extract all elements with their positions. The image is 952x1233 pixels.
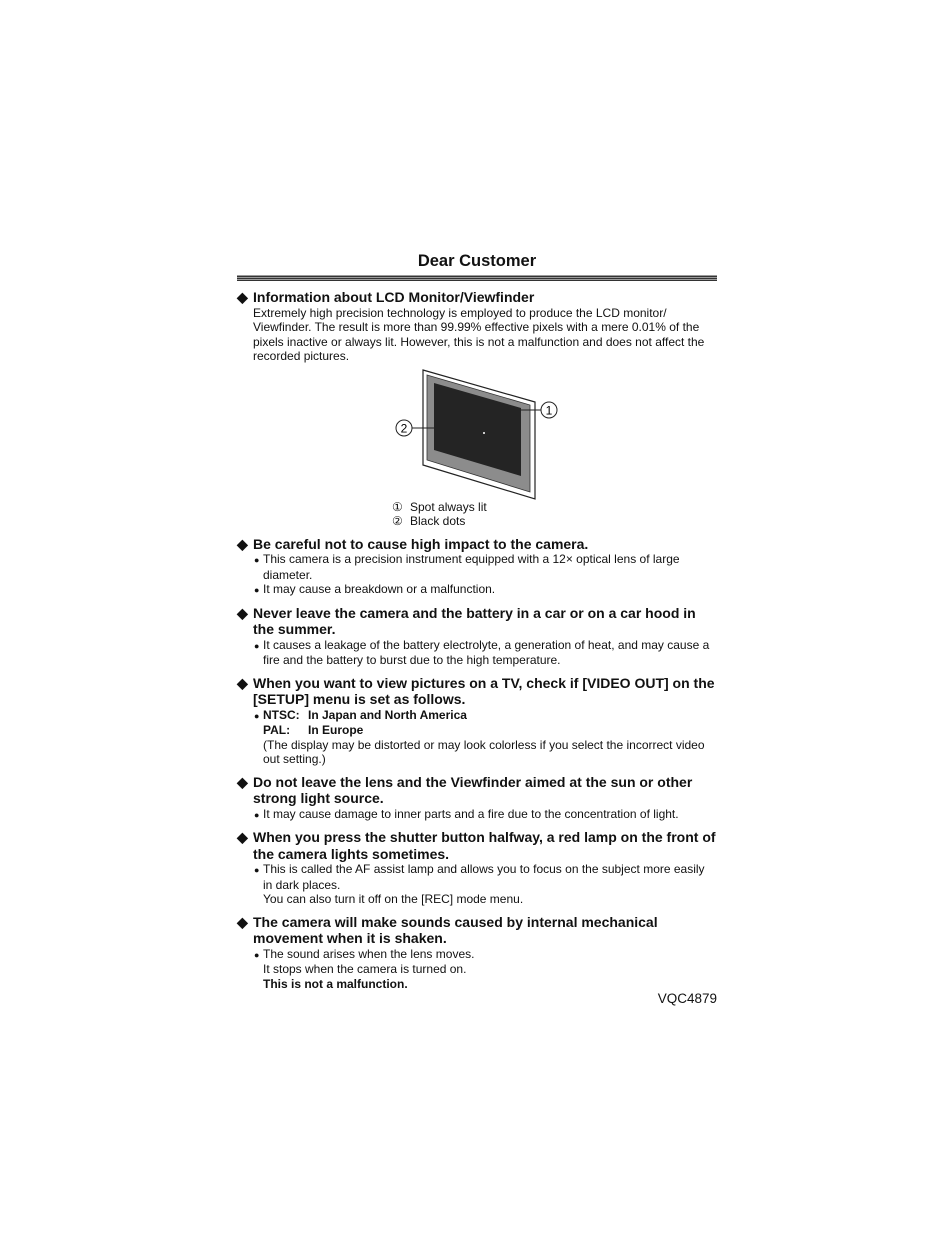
af-lamp-note: You can also turn it off on the [REC] mode menu. xyxy=(263,892,524,906)
section-heading: ◆ When you want to view pictures on a TV, check if [VIDEO OUT] on the [SETUP] menu is set as follows. xyxy=(237,674,715,707)
section-sun xyxy=(237,774,717,823)
svg-text:1: 1 xyxy=(545,403,553,417)
bullet-icon: ● xyxy=(254,585,260,595)
not-malfunction-note: This is not a malfunction. xyxy=(263,976,408,991)
diamond-icon: ◆ xyxy=(237,604,248,621)
section-heading: ◆ Never leave the camera and the battery in a car or on a car hood in the summer. xyxy=(237,604,696,637)
title-rule xyxy=(237,275,717,281)
section-sounds xyxy=(237,914,717,992)
bullet-item: ● It may cause a breakdown or a malfunction. xyxy=(254,582,496,596)
diamond-icon: ◆ xyxy=(237,829,248,845)
bullet-item: ● It causes a leakage of the battery electrolyte, a generation of heat, and may cause a fire and the battery to burst due to the high temperature. xyxy=(254,637,710,667)
bullet-item: ● This is called the AF assist lamp and allows you to focus on the subject more easily in dark places. xyxy=(254,862,705,892)
ntsc-row: ● NTSC: In Japan and North America xyxy=(254,707,467,722)
section-car-heat xyxy=(237,605,717,668)
bullet-icon: ● xyxy=(254,640,260,651)
section-video-out xyxy=(237,675,717,767)
caption-spot-always-lit: ① Spot always lit xyxy=(392,499,487,514)
bullet-item: ● It may cause damage to inner parts and a fire due to the concentration of light. xyxy=(254,806,679,821)
diamond-icon: ◆ xyxy=(237,674,248,691)
model-number: VQC4879 xyxy=(657,991,717,1006)
section-heading: ◆ Be careful not to cause high impact to the camera. xyxy=(237,535,589,552)
caption-black-dots: ② Black dots xyxy=(392,514,466,528)
svg-text:2: 2 xyxy=(400,421,408,435)
diamond-icon: ◆ xyxy=(237,535,248,552)
bullet-icon: ● xyxy=(254,710,260,721)
diamond-icon: ◆ xyxy=(237,289,248,305)
lcd-diagram xyxy=(237,368,717,500)
figure-captions xyxy=(392,500,717,529)
bullet-icon: ● xyxy=(254,865,260,875)
lcd-figure xyxy=(237,368,717,500)
video-out-note: (The display may be distorted or may look colorless if you select the incorrect video out setting.) xyxy=(263,737,705,766)
diamond-icon: ◆ xyxy=(237,913,248,930)
section-heading: ◆ Do not leave the lens and the Viewfinder aimed at the sun or other strong light source. xyxy=(237,773,693,806)
section-heading: ◆ Information about LCD Monitor/Viewfinder xyxy=(237,289,535,305)
bullet-item: ● The sound arises when the lens moves. xyxy=(254,946,475,961)
diamond-icon: ◆ xyxy=(237,773,248,790)
manual-page xyxy=(237,252,717,1006)
section-af-lamp xyxy=(237,829,717,907)
page-title: Dear Customer xyxy=(417,252,537,270)
section-impact xyxy=(237,536,717,598)
bullet-item: ● This camera is a precision instrument equipped with a 12× optical lens of large diameter. xyxy=(254,552,680,582)
bullet-icon: ● xyxy=(254,949,260,960)
section-heading: ◆ When you press the shutter button halfway, a red lamp on the front of the camera lights sometimes. xyxy=(237,829,716,862)
section-lcd-info xyxy=(237,289,717,364)
bright-spot xyxy=(483,432,485,434)
bullet-icon: ● xyxy=(254,555,260,565)
section-body: Extremely high precision technology is employed to produce the LCD monitor/ Viewfinder. The result is more than 99.99% effective pixels with a mere 0.01% of the pixels inactive or always lit. However, this is not a malfunction and does not affect the recorded pictures. xyxy=(253,305,705,363)
pal-row: PAL: In Europe xyxy=(263,723,364,737)
sounds-note: It stops when the camera is turned on. xyxy=(263,962,467,976)
bullet-icon: ● xyxy=(254,809,260,820)
section-heading: ◆ The camera will make sounds caused by internal mechanical movement when it is shaken. xyxy=(237,913,658,946)
